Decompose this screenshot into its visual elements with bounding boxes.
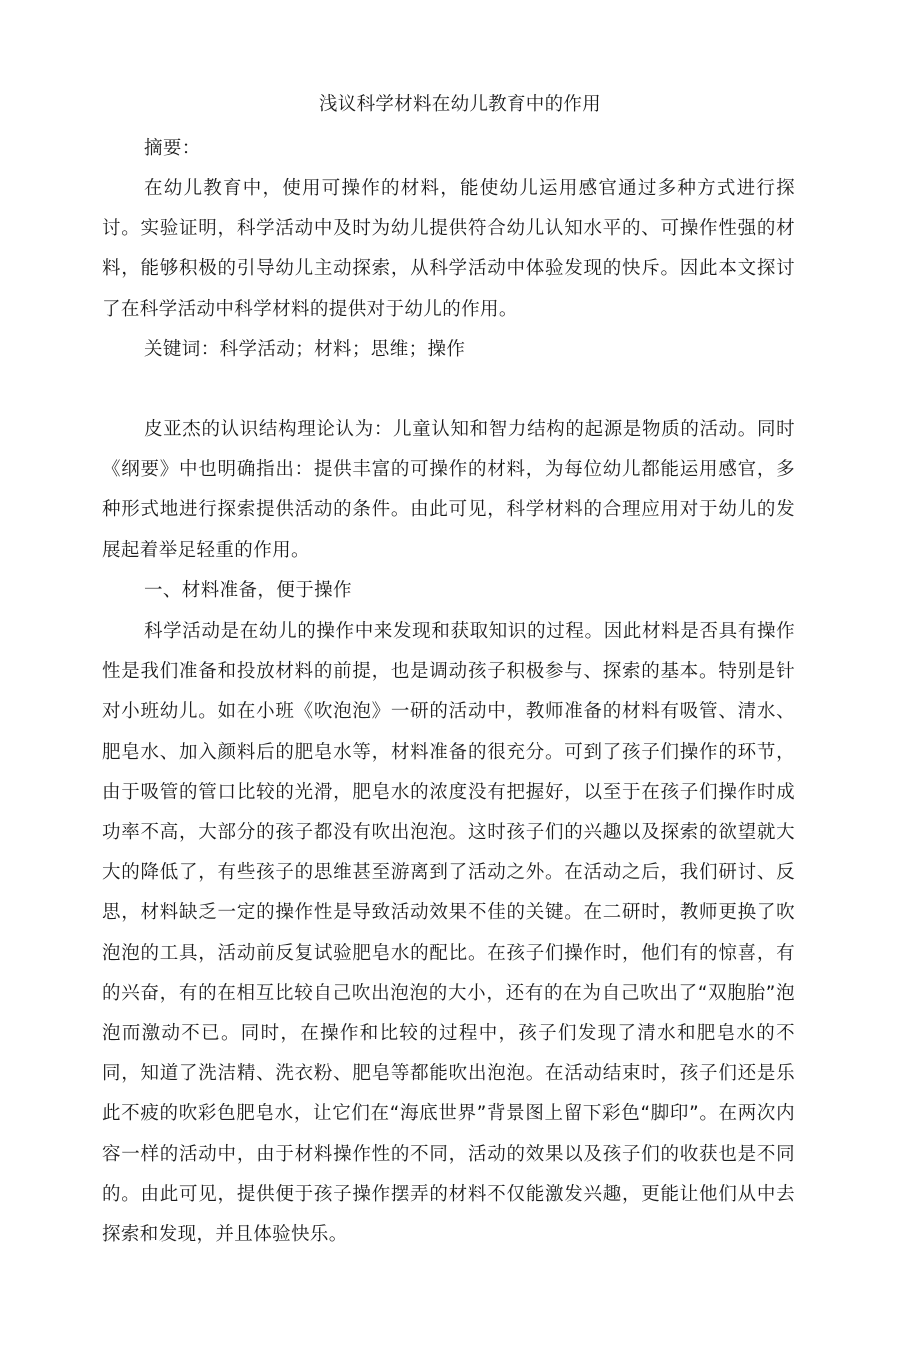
intro-paragraph: 皮亚杰的认识结构理论认为：儿童认知和智力结构的起源是物质的活动。同时《纲要》中也明确指出：提供丰富的可操作的材料，为每位幼儿都能运用感官，多种形式地进行探索提供活动的条件。由此可见，科学材料的合理应用对于幼儿的发展起着举足轻重的作用。 — [102, 419, 795, 561]
abstract-label: 摘要： — [144, 138, 201, 159]
document-title: 浅议科学材料在幼儿教育中的作用 — [318, 94, 601, 115]
abstract-paragraph: 在幼儿教育中，使用可操作的材料，能使幼儿运用感官通过多种方式进行探讨。实验证明，科学活动中及时为幼儿提供符合幼儿认知水平的、可操作性强的材料，能够积极的引导幼儿主动探索，从科学活动中体验发现的快斥。因此本文探讨了在科学活动中科学材料的提供对于幼儿的作用。 — [102, 178, 795, 320]
keywords-line: 关键词：科学活动；材料；思维；操作 — [144, 339, 466, 360]
section-heading: 一、材料准备，便于操作 — [144, 580, 352, 601]
body-paragraph: 科学活动是在幼儿的操作中来发现和获取知识的过程。因此材料是否具有操作性是我们准备和投放材料的前提，也是调动孩子积极参与、探索的基本。特别是针对小班幼儿。如在小班《吹泡泡》一研的活动中，教师准备的材料有吸管、清水、肥皂水、加入颜料后的肥皂水等，材料准备的很充分。可到了孩子们操作的环节，由于吸管的管口比较的光滑，肥皂水的浓度没有把握好，以至于在孩子们操作时成功率不高，大部分的孩子都没有吹出泡泡。这时孩子们的兴趣以及探索的欲望就大大的降低了，有些孩子的思维甚至游离到了活动之外。在活动之后，我们研讨、反思，材料缺乏一定的操作性是导致活动效果不佳的关键。在二研时，教师更换了吹泡泡的工具，活动前反复试验肥皂水的配比。在孩子们操作时，他们有的惊喜，有的兴奋，有的在相互比较自己吹出泡泡的大小，还有的在为自己吹出了“双胞胎”泡泡而激动不已。同时，在操作和比较的过程中，孩子们发现了清水和肥皂水的不同，知道了洗洁精、洗衣粉、肥皂等都能吹出泡泡。在活动结束时，孩子们还是乐此不疲的吹彩色肥皂水，让它们在“海底世界”背景图上留下彩色“脚印”。在两次内容一样的活动中，由于材料操作性的不同，活动的效果以及孩子们的收获也是不同的。由此可见，提供便于孩子操作摆弄的材料不仅能激发兴趣，更能让他们从中去探索和发现，并且体验快乐。 — [102, 621, 795, 1246]
